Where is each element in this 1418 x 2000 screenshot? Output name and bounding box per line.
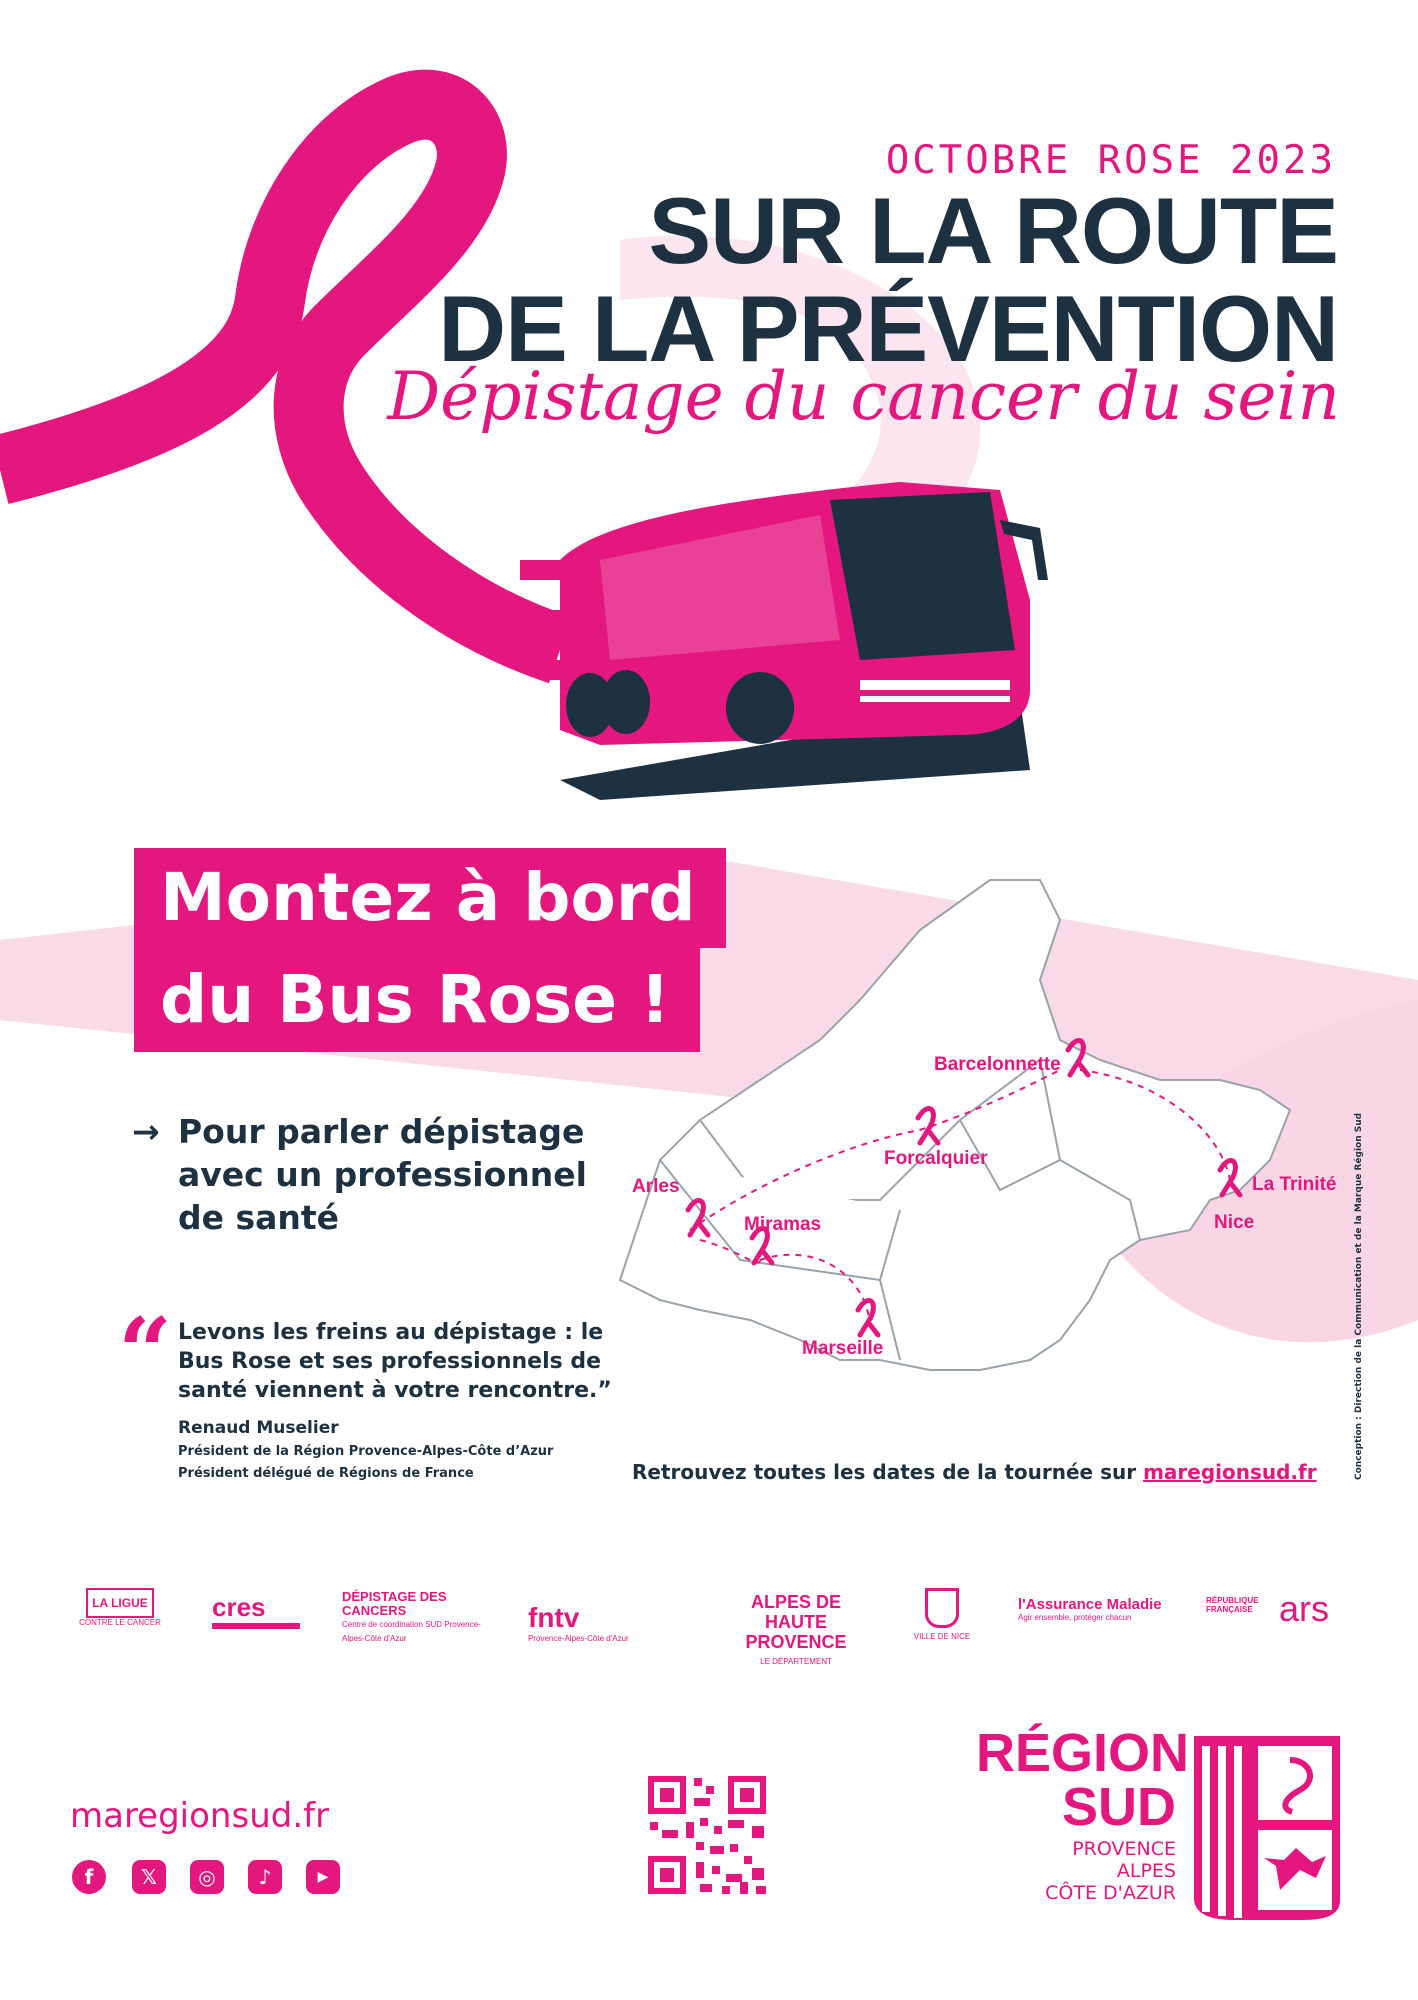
partner-logo-alpes: [722, 1592, 870, 1672]
fntv-logo-text: fntv: [528, 1602, 580, 1633]
author-role-1: Président de la Région Provence-Alpes-Côte d’Azur: [178, 1444, 554, 1459]
assurance-logo-sub: Agir ensemble, protéger chacun: [1018, 1613, 1132, 1622]
ligue-logo-text: LA LIGUE: [86, 1588, 154, 1618]
instagram-icon[interactable]: ◎: [190, 1860, 224, 1894]
region-logo-title: [976, 1723, 1190, 1837]
fntv-logo-sub: Provence-Alpes-Côte d'Azur: [528, 1634, 629, 1643]
tour-dates-link[interactable]: maregionsud.fr: [1143, 1460, 1317, 1484]
partner-logo-ars: ars: [1278, 1588, 1329, 1629]
map-label-barcelonnette: Barcelonnette: [934, 1054, 1061, 1075]
republique-logo-text: RÉPUBLIQUE FRANÇAISE: [1206, 1596, 1259, 1614]
region-sub-1: PROVENCE: [1072, 1838, 1176, 1860]
page-subtitle: Dépistage du cancer du sein: [387, 358, 1340, 435]
map-label-arles: Arles: [632, 1176, 680, 1197]
tour-dates-line: [632, 1460, 1317, 1484]
nice-logo-text: VILLE DE NICE: [913, 1632, 971, 1641]
map-label-la-trinite: La Trinité: [1252, 1174, 1337, 1195]
quote-mark-icon: “: [118, 1298, 173, 1408]
arrow-right-icon: →: [132, 1112, 160, 1151]
map-label-marseille: Marseille: [802, 1338, 884, 1359]
partner-logo-nice: [900, 1588, 984, 1641]
tiktok-icon[interactable]: ♪: [248, 1860, 282, 1894]
facebook-icon[interactable]: f: [72, 1860, 106, 1894]
qr-code: [648, 1776, 766, 1894]
assurance-logo-text: l'Assurance Maladie: [1018, 1596, 1162, 1613]
event-tag: OCTOBRE ROSE 2023: [885, 138, 1336, 183]
cta-banner-line-2: du Bus Rose !: [134, 948, 700, 1052]
map-label-miramas: Miramas: [744, 1214, 822, 1235]
title-line-1: SUR LA ROUTE: [648, 178, 1338, 283]
tour-dates-text: Retrouvez toutes les dates de la tournée sur: [632, 1460, 1144, 1484]
youtube-icon[interactable]: ▶: [306, 1860, 340, 1894]
partner-logo-depistage: [342, 1590, 502, 1646]
x-icon[interactable]: 𝕏: [132, 1860, 166, 1894]
map-label-nice: Nice: [1214, 1212, 1255, 1233]
alpes-logo-text: ALPES DE HAUTE PROVENCE: [745, 1592, 847, 1652]
cres-logo-text: cres: [212, 1592, 266, 1622]
partner-logo-cres: [212, 1592, 302, 1629]
pink-bus-illustration: [560, 482, 1048, 800]
quote-text: Levons les freins au dépistage : le Bus Rose et ses professionnels de santé viennent à votre rencontre.”: [178, 1320, 612, 1403]
partner-logo-assurance-maladie: [1010, 1596, 1178, 1622]
bullet-text: Pour parler dépistage avec un professionnel de santé: [178, 1112, 587, 1237]
region-sub-2: ALPES: [1116, 1860, 1176, 1882]
ligue-logo-sub: CONTRE LE CANCER: [79, 1618, 161, 1627]
region-coat-of-arms: [1194, 1736, 1340, 1920]
title-line-2: DE LA PRÉVENTION: [438, 276, 1338, 381]
depistage-logo-text: DÉPISTAGE DES CANCERS: [342, 1589, 447, 1618]
page-title: [380, 178, 1338, 381]
footer-website-link[interactable]: maregionsud.fr: [70, 1796, 330, 1836]
region-sub-3: CÔTE D'AZUR: [1045, 1882, 1176, 1904]
alpes-logo-sub: LE DÉPARTEMENT: [760, 1657, 832, 1666]
partner-logo-fntv: [528, 1602, 688, 1643]
author-role-2: Président délégué de Régions de France: [178, 1466, 474, 1481]
benefit-bullet: [132, 1110, 632, 1239]
region-logo-subtitle: [1000, 1838, 1176, 1904]
design-credit: [1354, 1112, 1370, 1480]
depistage-logo-sub: Centre de coordination SUD Provence-Alpes-Côte d’Azur: [342, 1620, 481, 1643]
region-title-1: RÉGION: [976, 1723, 1190, 1783]
quote-author: Renaud Muselier: [178, 1418, 339, 1438]
partner-logo-republique: [1206, 1596, 1266, 1614]
partner-logo-ligue: [76, 1588, 164, 1627]
cta-banner-line-1: Montez à bord: [134, 848, 726, 948]
region-title-2: SUD: [1061, 1777, 1176, 1837]
design-credit-text: Conception : Direction de la Communication et de la Marque Région Sud: [1354, 1112, 1364, 1480]
map-label-forcalquier: Forcalquier: [884, 1148, 988, 1169]
nice-crest-icon: [925, 1588, 959, 1628]
